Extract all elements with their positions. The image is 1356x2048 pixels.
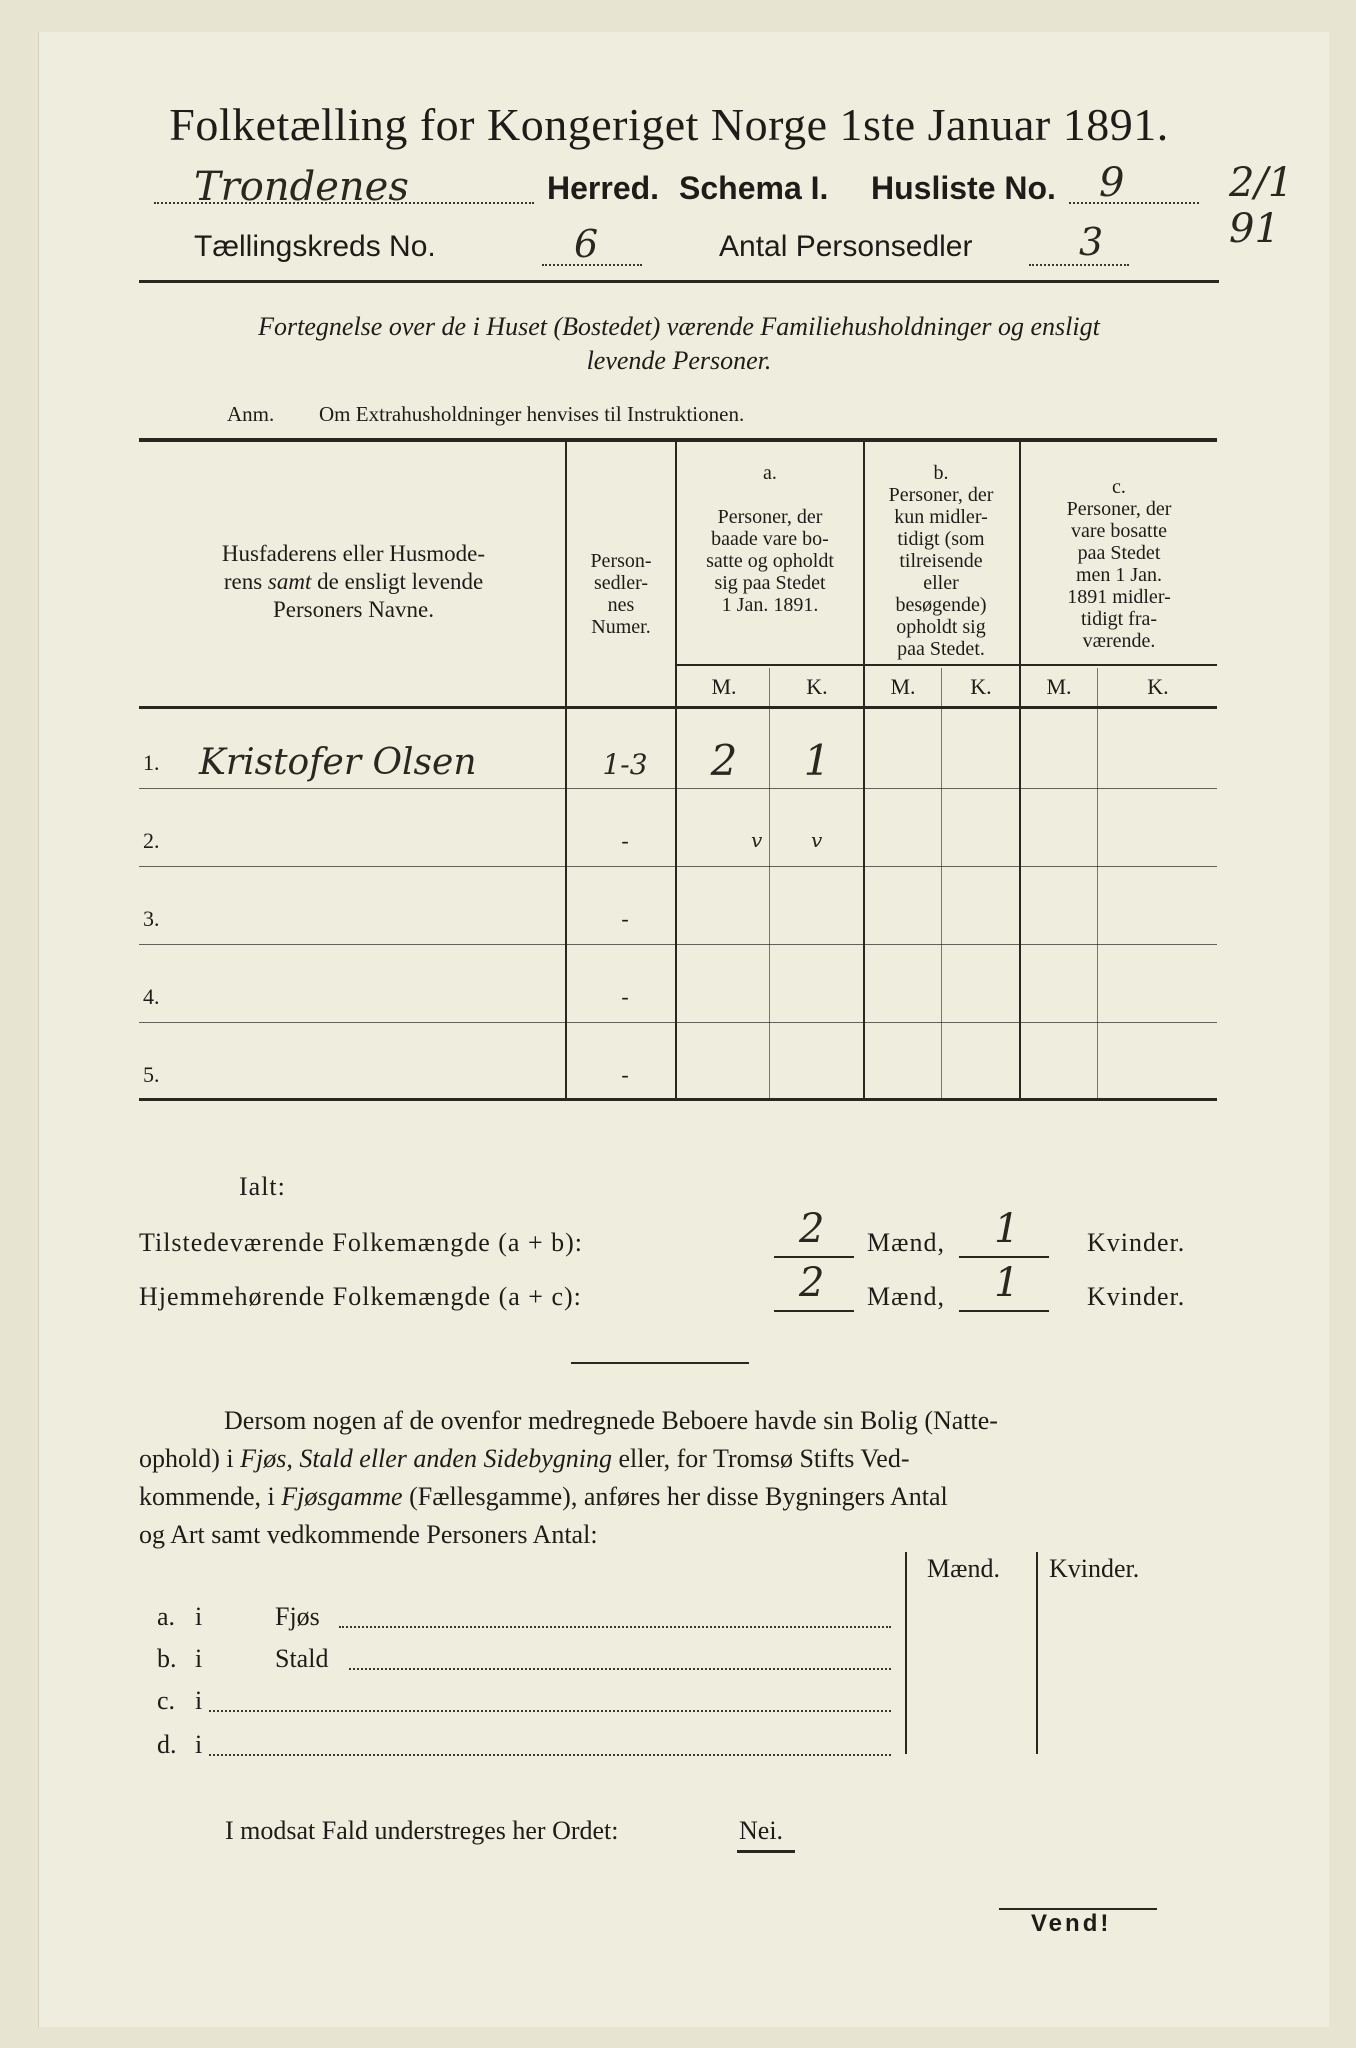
table-vline-cm [1097,668,1098,1098]
table-bottom-rule [139,1098,1217,1101]
row-line-2 [139,866,1217,867]
col-name-line2b: samt [267,569,312,594]
row-number: 5. [143,1062,160,1087]
col-b-letter: b. [933,462,949,484]
present-m-line [774,1256,854,1258]
col-c-letter: c. [1112,476,1126,498]
intro-heading-line1: Fortegnelse over de i Huset (Bostedet) værende Familiehusholdninger og ensligt [258,312,1100,341]
row-sedler-num: - [621,1062,629,1087]
anm-label: Anm. [227,402,275,426]
row-line-4 [139,1022,1217,1023]
table-vline-num [675,442,677,1098]
col-name-line1: Husfaderens eller Husmode- [221,541,486,566]
col-b-header [865,462,1017,660]
para-line3b: Fjøsgamme [281,1482,403,1511]
item-prep: i [195,1644,203,1673]
table-top-rule [139,438,1217,442]
col-b-line: Personer, der [888,484,994,506]
table-mk-rule [677,664,1217,666]
row-a-k: 1 [803,736,831,785]
table-vline-name [565,442,567,1098]
item-letter: c. [157,1686,176,1715]
row-sedler-num: - [621,984,629,1009]
husliste-value: 9 [1099,160,1125,206]
col-a-letter: a. [763,462,777,484]
herred-value: Trondenes [194,164,409,210]
c-k-label: K. [1147,674,1169,699]
outbuildings-col-kvinder: Kvinder. [1049,1554,1140,1583]
resident-kvinder: Kvinder. [1087,1282,1186,1311]
outbuildings-vline-2 [1036,1552,1038,1754]
row-sedler-num: - [621,906,629,931]
row-number: 4. [143,984,160,1009]
item-dotted-line [209,1710,891,1712]
item-name: Fjøs [275,1602,320,1631]
col-c-line: 1891 midler- [1067,586,1171,608]
antal-value: 3 [1079,220,1104,264]
present-label: Tilstedeværende Folkemængde (a + b): [139,1228,583,1257]
present-k-value: 1 [994,1206,1020,1252]
outbuildings-col-maend: Mænd. [927,1554,1000,1583]
col-name-line3: Personers Navne. [273,597,434,622]
census-form-page [38,32,1329,2027]
check-mark-m: v [751,828,763,852]
para-line3c: (Fællesgamme), anføres her disse Bygningers Antal [402,1482,948,1511]
col-c-line: paa Stedet [1077,542,1161,564]
check-mark-k: v [811,828,823,852]
resident-k-line [959,1310,1049,1312]
schema-label: Schema I. [679,170,829,206]
herred-label: Herred. [547,170,660,206]
row-name: Kristofer Olsen [199,742,477,783]
para-line2c: eller, for Tromsø Stifts Ved- [612,1444,910,1473]
col-name-header [151,540,556,624]
antal-dotted-line [1029,264,1129,266]
item-dotted-line [349,1668,891,1670]
col-name-line2 [151,568,556,596]
col-a-line: sig paa Stedet [714,572,826,594]
col-c-line: værende. [1082,630,1156,652]
intro-heading-line2: levende Personer. [586,346,772,375]
husliste-label: Husliste No. [871,170,1056,206]
col-num-line: Person- [590,550,652,572]
item-dotted-line [339,1626,891,1628]
outbuildings-paragraph [139,1402,1217,1554]
item-prep: i [195,1602,203,1631]
row-number: 1. [143,750,160,775]
form-title: Folketælling for Kongeriget Norge 1ste Januar 1891. [169,99,1169,150]
col-c-header [1021,476,1217,652]
resident-m-line [774,1310,854,1312]
kreds-value: 6 [574,222,599,266]
c-m-label: M. [1046,674,1072,699]
item-name: Stald [275,1644,329,1673]
resident-label: Hjemmehørende Folkemængde (a + c): [139,1282,582,1311]
col-name-line2c: de ensligt levende [311,569,484,594]
row-number: 3. [143,906,160,931]
col-b-line: kun midler- [894,506,988,528]
col-a-line: baade vare bo- [711,528,829,550]
section-divider [571,1362,749,1364]
ialt-label: Ialt: [239,1172,286,1201]
item-prep: i [195,1730,203,1759]
item-letter: a. [157,1602,176,1631]
col-c-line: Personer, der [1066,498,1172,520]
row-line-3 [139,944,1217,945]
husliste-dotted-line [1069,202,1199,204]
item-letter: b. [157,1644,177,1673]
row-line-1 [139,788,1217,789]
col-num-line: Numer. [591,616,651,638]
corner-date-note: 2/1 91 [1229,160,1294,252]
row-a-m: 2 [710,736,738,785]
nei-underline [737,1850,795,1853]
header-rule [139,280,1219,283]
item-dotted-line [209,1754,891,1756]
col-b-line: tilreisende [899,550,983,572]
para-line3 [139,1478,1217,1516]
a-k-label: K. [806,674,828,699]
col-num-header [569,550,673,638]
footer-word-nei: Nei. [739,1816,784,1845]
col-num-line: nes [607,594,635,616]
para-line3a: kommende, i [139,1482,282,1511]
col-a-line: satte og opholdt [706,550,834,572]
col-a-header [679,462,861,616]
outbuildings-vline-1 [905,1552,907,1754]
item-letter: d. [157,1730,177,1759]
col-b-line: besøgende) [895,594,987,616]
col-a-line: Personer, der [717,506,823,528]
present-maend: Mænd, [867,1228,945,1257]
col-c-line: tidigt fra- [1080,608,1158,630]
para-line2a: ophold) i [139,1444,241,1473]
para-line4: og Art samt vedkommende Personers Antal: [139,1520,598,1549]
col-num-line: sedler- [593,572,648,594]
resident-m-value: 2 [799,1260,825,1306]
col-b-line: opholdt sig [896,616,986,638]
para-line2 [139,1440,1217,1478]
present-m-value: 2 [799,1206,825,1252]
b-m-label: M. [890,674,916,699]
resident-maend: Mænd, [867,1282,945,1311]
row-number: 2. [143,828,160,853]
col-b-line: eller [923,572,959,594]
kreds-label: Tællingskreds No. [194,230,436,263]
para-line2b: Fjøs, Stald eller anden Sidebygning [240,1444,612,1473]
col-name-line2a: rens [223,569,268,594]
para-line1: Dersom nogen af de ovenfor medregnede Beboere havde sin Bolig (Natte- [224,1406,998,1435]
vend-label: Vend! [1031,1910,1112,1937]
present-k-line [959,1256,1049,1258]
antal-label: Antal Personsedler [719,230,973,263]
table-vline-bm [941,668,942,1098]
table-header-bottom-rule [139,706,1217,709]
a-m-label: M. [711,674,737,699]
b-k-label: K. [970,674,992,699]
col-c-line: men 1 Jan. [1075,564,1163,586]
row-sedler-num: 1-3 [602,748,648,781]
present-kvinder: Kvinder. [1087,1228,1186,1257]
col-b-line: paa Stedet. [897,638,985,660]
col-b-line: tidigt (som [897,528,985,550]
item-prep: i [195,1686,203,1715]
anm-text: Om Extrahusholdninger henvises til Instruktionen. [319,402,745,426]
footer-label: I modsat Fald understreges her Ordet: [225,1816,619,1845]
col-c-line: vare bosatte [1070,520,1168,542]
col-a-line: 1 Jan. 1891. [721,594,819,616]
table-vline-am [769,668,770,1098]
row-sedler-num: - [621,828,629,853]
resident-k-value: 1 [994,1260,1020,1306]
